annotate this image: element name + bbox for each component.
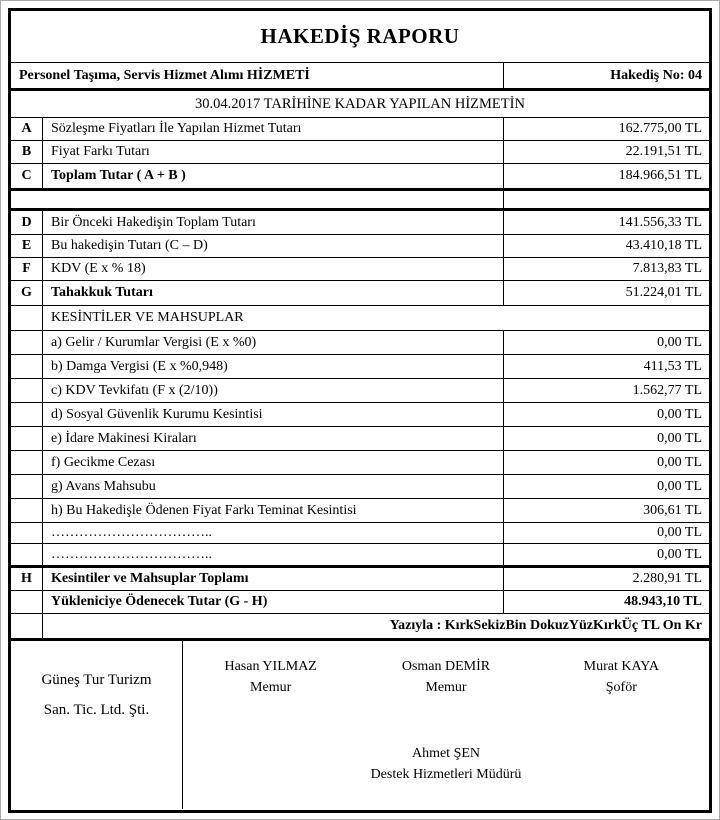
row-label: h) Bu Hakedişle Ödenen Fiyat Farkı Teminat Kesintisi bbox=[51, 502, 357, 518]
header-row bbox=[11, 63, 709, 91]
deduction-row-blank bbox=[11, 523, 709, 544]
table-row-d bbox=[11, 211, 709, 235]
row-value: 0,00 TL bbox=[503, 544, 709, 565]
row-value: 0,00 TL bbox=[503, 403, 709, 426]
row-letter-empty bbox=[11, 427, 43, 450]
row-label: Bir Önceki Hakedişin Toplam Tutarı bbox=[51, 214, 256, 230]
table-row-c bbox=[11, 164, 709, 191]
row-label: Tahakkuk Tutarı bbox=[51, 285, 153, 300]
signature-right-area bbox=[183, 641, 709, 809]
signer-role: Memur bbox=[250, 680, 292, 695]
row-value: 43.410,18 TL bbox=[503, 235, 709, 257]
deduction-row bbox=[11, 499, 709, 523]
row-letter: G bbox=[11, 281, 43, 305]
row-label: d) Sosyal Güvenlik Kurumu Kesintisi bbox=[51, 406, 263, 422]
row-letter-empty bbox=[11, 544, 43, 565]
row-label: Bu hakedişin Tutarı (C – D) bbox=[51, 238, 208, 253]
separator-space bbox=[11, 191, 503, 208]
table-row-g bbox=[11, 281, 709, 306]
row-label: Toplam Tutar ( A + B ) bbox=[51, 168, 186, 183]
deduction-row-blank bbox=[11, 544, 709, 568]
table-row-e bbox=[11, 235, 709, 258]
company-line2: San. Tic. Ltd. Şti. bbox=[43, 702, 150, 718]
signer-2 bbox=[358, 656, 533, 698]
report-title: HAKEDİŞ RAPORU bbox=[260, 24, 460, 48]
signer-3 bbox=[534, 656, 709, 698]
title-row bbox=[11, 11, 709, 63]
row-value: 7.813,83 TL bbox=[503, 258, 709, 280]
signer-role: Şoför bbox=[605, 680, 637, 695]
row-value: 0,00 TL bbox=[503, 451, 709, 474]
row-value: 0,00 TL bbox=[503, 523, 709, 543]
row-letter: B bbox=[11, 141, 43, 163]
approver-role: Destek Hizmetleri Müdürü bbox=[370, 767, 522, 782]
row-letter: A bbox=[11, 118, 43, 140]
signer-name: Hasan YILMAZ bbox=[224, 659, 317, 674]
contractor-company bbox=[11, 641, 183, 809]
table-row-b bbox=[11, 141, 709, 164]
deduction-row bbox=[11, 331, 709, 355]
row-label: c) KDV Tevkifatı (F x (2/10)) bbox=[51, 382, 218, 398]
table-row-f bbox=[11, 258, 709, 281]
row-value: 1.562,77 TL bbox=[503, 379, 709, 402]
row-letter-empty bbox=[11, 379, 43, 402]
row-letter: C bbox=[11, 164, 43, 188]
row-label: a) Gelir / Kurumlar Vergisi (E x %0) bbox=[51, 334, 257, 350]
row-letter-empty bbox=[11, 306, 43, 330]
payable-row bbox=[11, 591, 709, 614]
row-value: 411,53 TL bbox=[503, 355, 709, 378]
signer-role: Memur bbox=[425, 680, 467, 695]
table-row-a bbox=[11, 118, 709, 141]
row-label: Yükleniciye Ödenecek Tutar (G - H) bbox=[51, 594, 268, 609]
signer-1 bbox=[183, 656, 358, 698]
row-letter-empty bbox=[11, 523, 43, 543]
row-value: 184.966,51 TL bbox=[503, 164, 709, 188]
deduction-row bbox=[11, 379, 709, 403]
row-value: 306,61 TL bbox=[503, 499, 709, 522]
row-value: 162.775,00 TL bbox=[503, 118, 709, 140]
period-heading: 30.04.2017 TARİHİNE KADAR YAPILAN HİZMETİN bbox=[11, 91, 709, 118]
signers-row bbox=[183, 641, 709, 698]
report-page bbox=[8, 8, 712, 813]
deductions-heading: KESİNTİLER VE MAHSUPLAR bbox=[51, 310, 244, 325]
service-name: Personel Taşıma, Servis Hizmet Alımı HİZMETİ bbox=[19, 67, 310, 83]
company-line1: Güneş Tur Turizm bbox=[41, 672, 152, 688]
row-value: 0,00 TL bbox=[503, 475, 709, 498]
row-letter: D bbox=[11, 211, 43, 234]
row-label: Sözleşme Fiyatları İle Yapılan Hizmet Tutarı bbox=[51, 121, 302, 136]
row-value: 2.280,91 TL bbox=[503, 568, 709, 590]
approver-block bbox=[183, 743, 709, 785]
separator-row bbox=[11, 191, 709, 211]
row-value: 0,00 TL bbox=[503, 427, 709, 450]
row-letter-empty bbox=[11, 499, 43, 522]
row-label: …………………………….. bbox=[51, 525, 212, 540]
separator-value-cell bbox=[503, 191, 709, 208]
amount-in-words: Yazıyla : KırkSekizBin DokuzYüzKırkÜç TL On Kr bbox=[389, 618, 702, 633]
row-letter-empty bbox=[11, 614, 43, 638]
row-value: 22.191,51 TL bbox=[503, 141, 709, 163]
row-letter: H bbox=[11, 568, 43, 590]
row-letter-empty bbox=[11, 475, 43, 498]
row-value: 51.224,01 TL bbox=[503, 281, 709, 305]
row-value: 0,00 TL bbox=[503, 331, 709, 354]
row-letter-empty bbox=[11, 451, 43, 474]
row-letter: F bbox=[11, 258, 43, 280]
row-label: b) Damga Vergisi (E x %0,948) bbox=[51, 358, 228, 374]
row-letter-empty bbox=[11, 331, 43, 354]
signer-name: Murat KAYA bbox=[583, 659, 659, 674]
row-label: Kesintiler ve Mahsuplar Toplamı bbox=[51, 571, 249, 586]
row-label: f) Gecikme Cezası bbox=[51, 454, 156, 470]
row-label: KDV (E x % 18) bbox=[51, 261, 146, 276]
deduction-row bbox=[11, 355, 709, 379]
signature-section bbox=[11, 641, 709, 809]
row-label: Fiyat Farkı Tutarı bbox=[51, 144, 150, 159]
amount-in-words-row bbox=[11, 614, 709, 641]
row-letter-empty bbox=[11, 403, 43, 426]
row-label: g) Avans Mahsubu bbox=[51, 478, 156, 494]
deduction-row bbox=[11, 427, 709, 451]
table-row-h bbox=[11, 568, 709, 591]
row-label: …………………………….. bbox=[51, 546, 212, 562]
deduction-row bbox=[11, 451, 709, 475]
deductions-heading-row bbox=[11, 306, 709, 331]
row-letter: E bbox=[11, 235, 43, 257]
row-label: e) İdare Makinesi Kiraları bbox=[51, 430, 197, 446]
signer-name: Osman DEMİR bbox=[401, 659, 491, 674]
row-value: 141.556,33 TL bbox=[503, 211, 709, 234]
hakedis-no: Hakediş No: 04 bbox=[503, 63, 709, 88]
approver-name: Ahmet ŞEN bbox=[411, 746, 481, 761]
row-letter-empty bbox=[11, 355, 43, 378]
row-letter-empty bbox=[11, 591, 43, 613]
deduction-row bbox=[11, 475, 709, 499]
row-value: 48.943,10 TL bbox=[503, 591, 709, 613]
deduction-row bbox=[11, 403, 709, 427]
